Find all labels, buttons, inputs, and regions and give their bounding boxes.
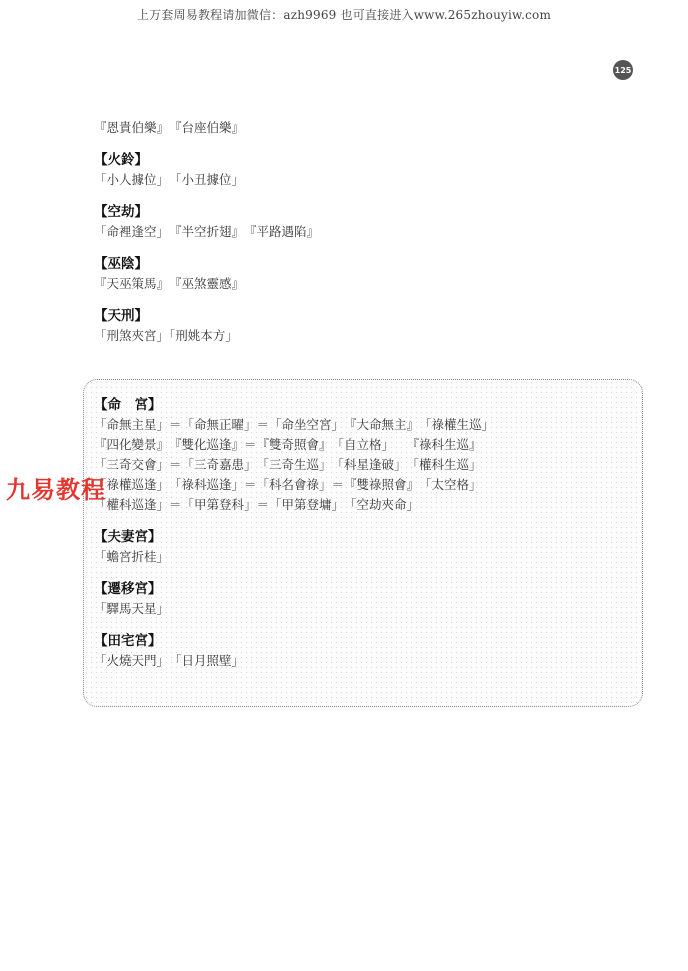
plain-sections — [94, 118, 634, 346]
combo-line: 「刑煞夾宮」「刑姚本方」 — [94, 328, 238, 343]
combo-line: 「三奇交會」＝「三奇嘉患」 「三奇生巡」 「科星逢破」 「權科生巡」 — [94, 457, 482, 472]
combo-line: 「命無主星」＝「命無正曜」＝「命坐空宮」 『大命無主』 「祿權生巡」 — [94, 417, 495, 432]
combo-line: 「命裡逢空」 『半空折翅』 『平路遇陷』 — [94, 224, 320, 239]
section-title-mingong: 【命 宮】 — [94, 397, 162, 413]
palace-box-content — [94, 395, 634, 671]
combo-line: 『天巫策馬』 『巫煞靈感』 — [94, 276, 245, 291]
section-title-kongjie: 【空劫】 — [94, 204, 148, 220]
combo-line: 「權科巡逢」＝「甲第登科」＝「甲第登墉」 「空劫夾命」 — [94, 497, 420, 512]
combo-line: 「祿權巡逢」 「祿科巡逢」＝「科名會祿」＝『雙祿照會』 「太空格」 — [94, 477, 482, 492]
combo-line: 「火燒天門」 「日月照壁」 — [94, 653, 245, 668]
page-header: 上万套周易教程请加微信：azh9969 也可直接进入www.265zhouyiw.com — [136, 8, 552, 22]
combo-line: 「驛馬天星」 — [94, 601, 170, 616]
section-title-wuyin: 【巫陰】 — [94, 256, 148, 272]
section-title-tianzhaigong: 【田宅宮】 — [94, 633, 162, 649]
section-title-qianyigong: 【遷移宮】 — [94, 581, 162, 597]
page-number-badge: 125 — [613, 60, 633, 80]
section-title-huoling: 【火鈴】 — [94, 152, 148, 168]
section-title-fuqigong: 【夫妻宮】 — [94, 529, 162, 545]
combo-line: 「蟾宮折桂」 — [94, 549, 170, 564]
combo-line: 「小人據位」 「小丑據位」 — [94, 172, 245, 187]
combo-line: 『四化變景』 『雙化巡逢』＝『雙奇照會』 「自立格」 『祿科生巡』 — [94, 437, 482, 452]
watermark-logo: 九易教程 — [6, 476, 106, 504]
section-title-tianxing: 【天刑】 — [94, 308, 148, 324]
combo-line: 『恩貴伯樂』 『台座伯樂』 — [94, 120, 245, 135]
